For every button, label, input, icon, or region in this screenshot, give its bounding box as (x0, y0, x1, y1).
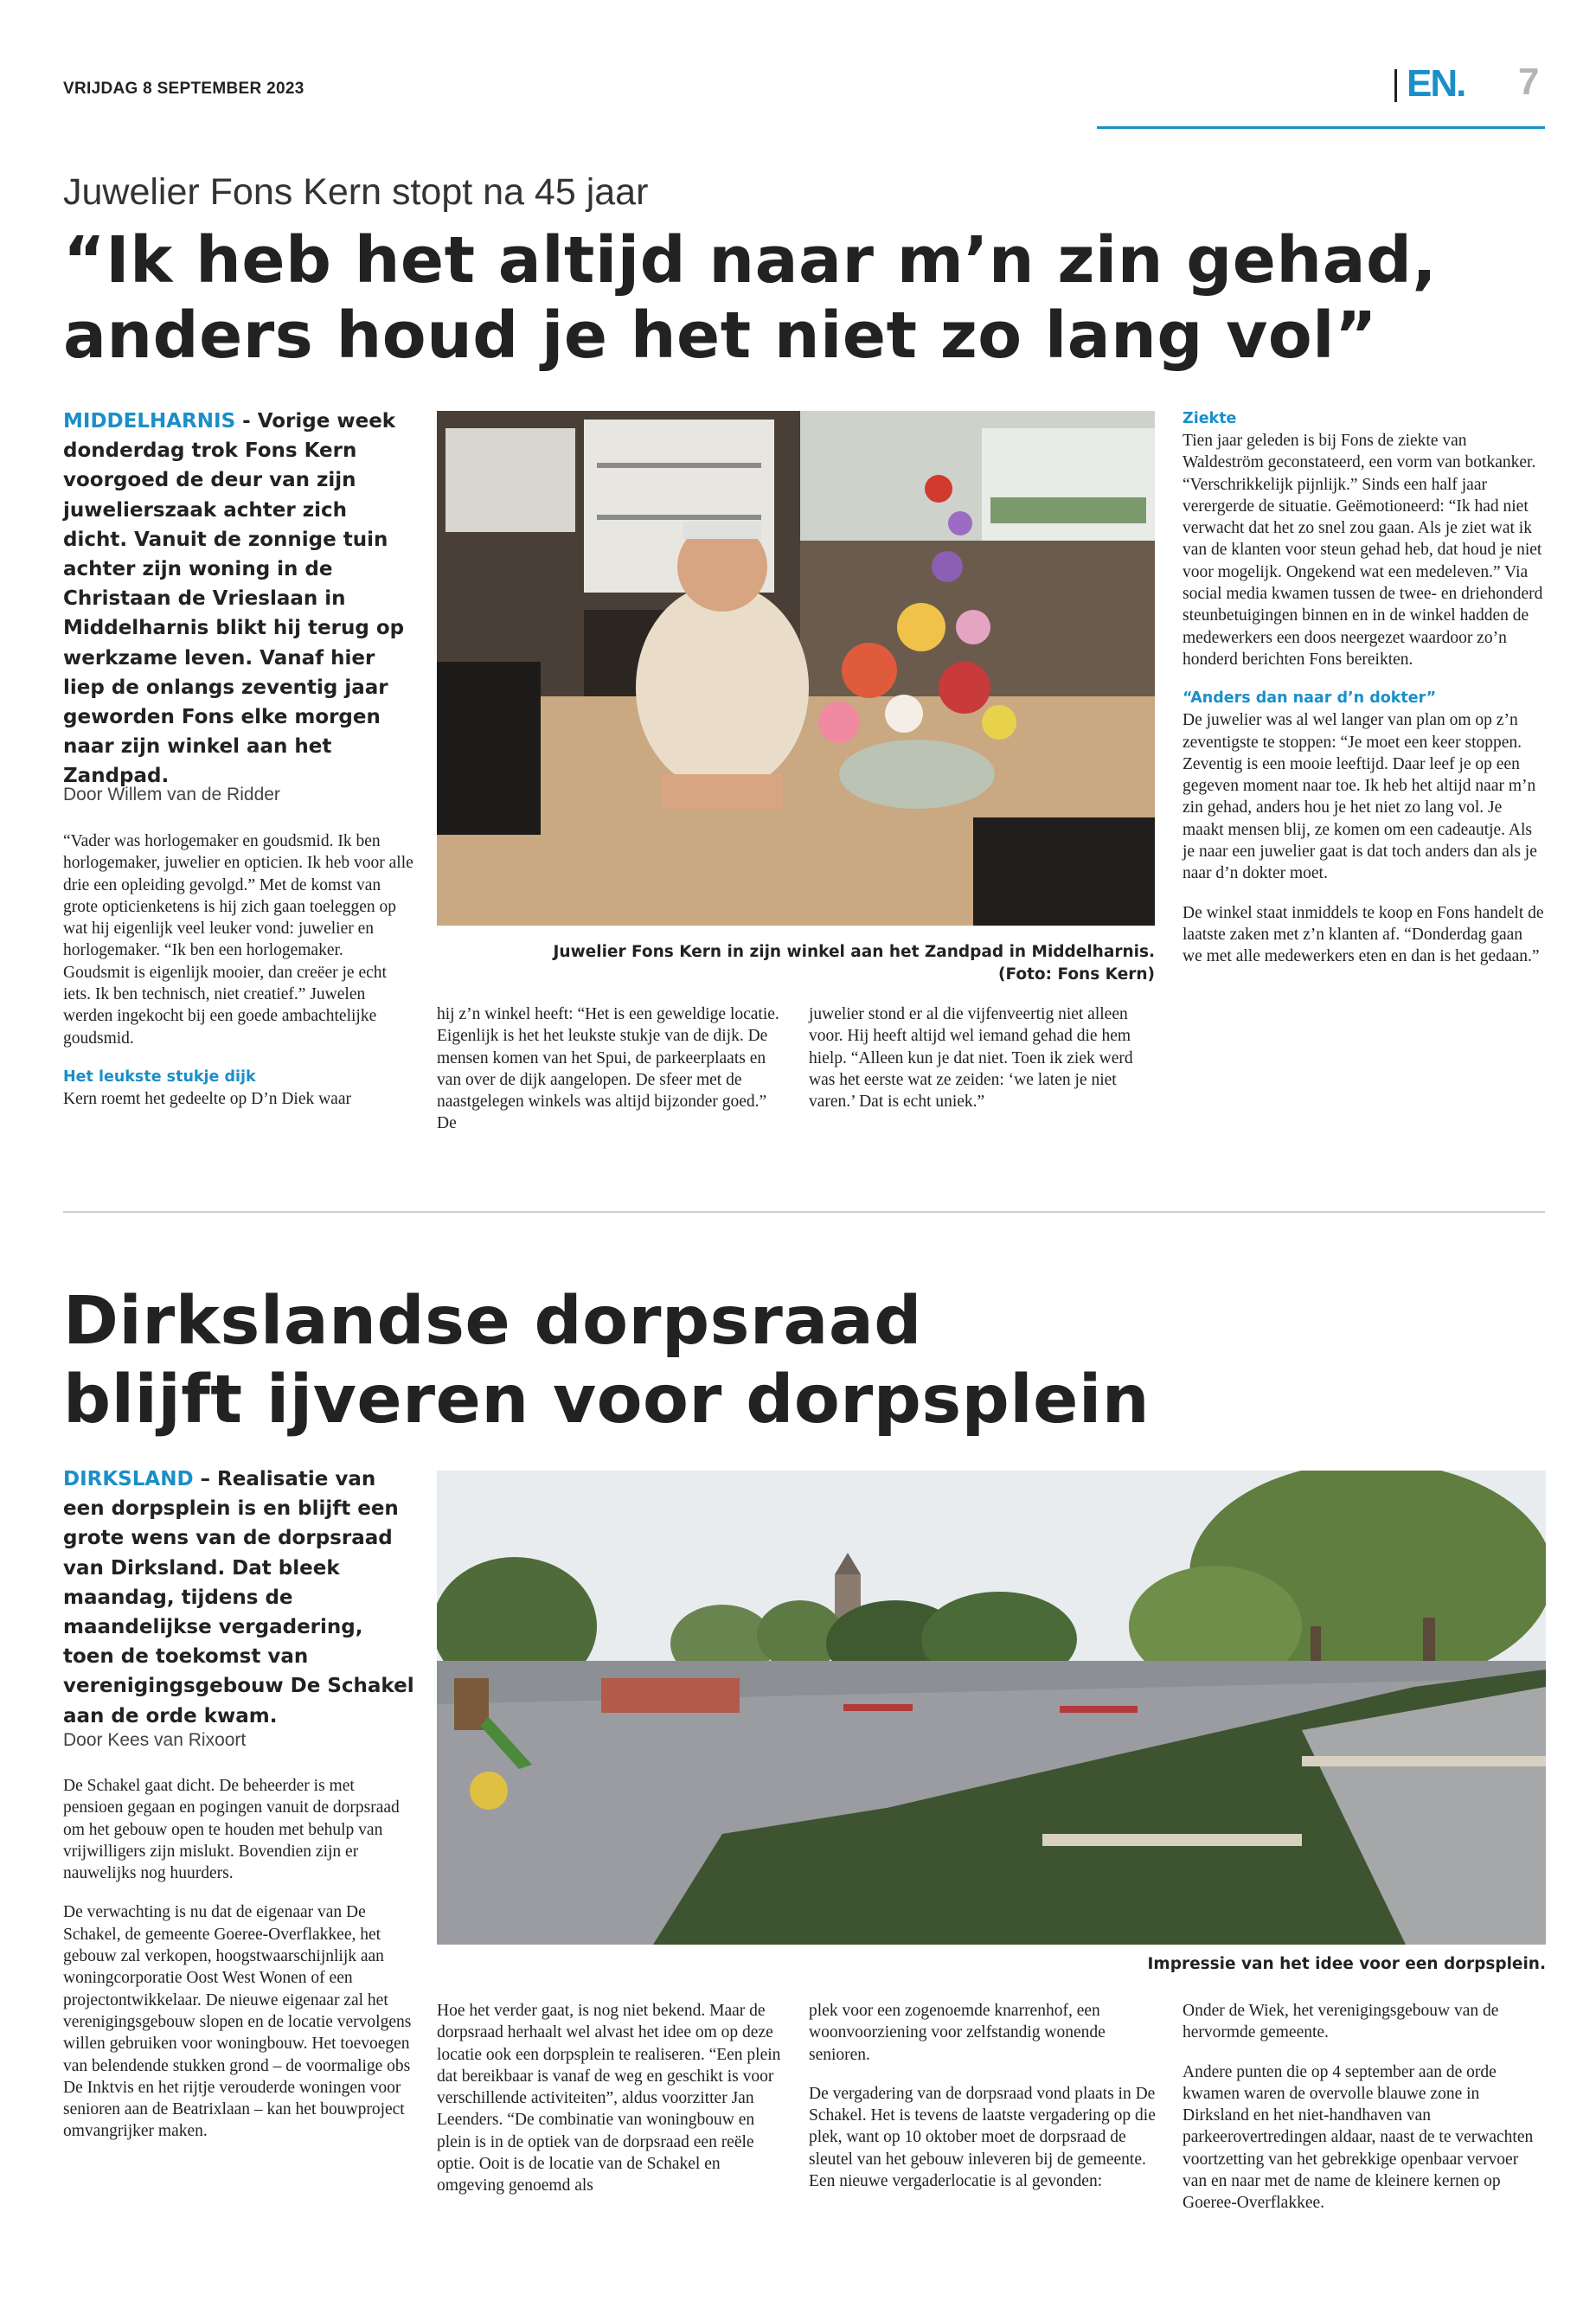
article1-col4-paragraph-3: De winkel staat inmiddels te koop en Fons handelt de laatste zaken met z’n klanten af. “Donderdag gaan we met alle medewerkers eten en dan is het gedaan.” (1183, 903, 1544, 966)
article1-headline-line1: “Ik heb het altijd naar m’n zin gehad, (63, 223, 1438, 298)
article2-col3-paragraph-1: plek voor een zogenoemde knarrenhof, een woonvoorziening voor zelfstandig wonende senioren. (809, 2002, 1106, 2064)
article2-photo-illustration (437, 1471, 1546, 1945)
article1-caption-line1: Juwelier Fons Kern in zijn winkel aan het Zandpad in Middelharnis. (553, 943, 1155, 961)
article1-lead-text: - Vorige week donderdag trok Fons Kern voorgoed de deur van zijn juwelierszaak achter zich dicht. Vanuit de zonnige tuin achter zijn woning in de Christaan de Vrieslaan in Middelharnis blikt hij terug op werkzame leven. Vanaf hier liep de onlangs zeventig jaar geworden Fons elke morgen naar zijn winkel aan het Zandpad. (63, 410, 405, 788)
article-divider (63, 1211, 1545, 1213)
article1-headline-line2: anders houd je het niet zo lang vol” (63, 298, 1378, 374)
article1-col2-paragraph: hij z’n winkel heeft: “Het is een geweldige locatie. Eigenlijk is het het leukste stukje van de dijk. De mensen komen van het Spui, de parkeerplaats en van over de dijk aangelopen. De sfeer met de naastgelegen winkels was altijd bijzonder goed.” De (437, 1005, 779, 1133)
article2-photo-caption: Impressie van het idee voor een dorpsplein. (1147, 1955, 1546, 1973)
article1-byline: Door Willem van de Ridder (63, 785, 280, 804)
article2-column-2 (437, 2000, 787, 2197)
article1-col4-paragraph-1: Tien jaar geleden is bij Fons de ziekte van Waldeström geconstateerd, een vorm van botkanker. “Verschrikkelijk pijnlijk.” Sinds een half jaar verergerde de situatie. Geëmotioneerd: “Ik had niet verwacht dat het zo snel zou gaan. Als je ziet wat ik van de klanten voor steun gehad heb, dat houd je niet voor mogelijk. Ongekend wat een medeleven.” Via social media kwamen tussen de twee- en driehonderd steunbetuigingen binnen en in de winkel hadden de medewerkers een doos neergezet waardoor zo’n honderd berichten Fons bereikten. (1183, 432, 1543, 669)
article2-col2-paragraph: Hoe het verder gaat, is nog niet bekend. Maar de dorpsraad herhaalt wel alvast het idee om op deze locatie ook een dorpsplein te realiseren. “Een plein dat bereikbaar is vanaf de weg en geschikt is voor verschillende activiteiten”, aldus voorzitter Jan Leenders. “De combinatie van woningbouw en plein is in de optiek van de dorpsraad een reële optie. Ooit is de locatie van de Schakel en omgeving genoemd als (437, 2002, 781, 2195)
page-number: 7 (1518, 61, 1540, 103)
article2-lead-place: DIRKSLAND (63, 1468, 194, 1490)
logo-divider (1394, 69, 1397, 102)
article1-lead-place: MIDDELHARNIS (63, 410, 236, 433)
article2-lead (63, 1465, 418, 1731)
article1-column-4 (1183, 408, 1546, 968)
article1-column-1 (63, 830, 413, 1110)
article1-column-3 (809, 1003, 1155, 1112)
article2-col1-paragraph-1: De Schakel gaat dicht. De beheerder is met pensioen gegaan en pogingen vanuit de dorpsraad om het gebouw open te houden met behulp van vrijwilligers zijn mislukt. Bovendien zijn er nauwelijks nog huurders. (63, 1777, 400, 1883)
article1-column-2 (437, 1003, 783, 1135)
article1-photo (437, 411, 1155, 926)
newspaper-logo[interactable]: EN. (1407, 62, 1465, 105)
article2-col1-paragraph-2: De verwachting is nu dat de eigenaar van De Schakel, de gemeente Goeree-Overflakkee, het gebouw zal verkopen, hoogstwaarschijnlijk aan woningcorporatie Oost West Wonen of een projectontwikkelaar. De nieuwe eigenaar zal het verenigingsgebouw slopen en de locatie vervolgens willen gebruiken voor woningbouw. Het toevoegen van belendende stukken grond – de voormalige obs De Inktvis en het rijtje verouderde woningen voor senioren aan de Beatrixlaan – kan het bouwproject omvangrijker maken. (63, 1903, 412, 2141)
article2-col4-paragraph-2: Andere punten die op 4 september aan de orde kwamen waren de overvolle blauwe zone in Dirksland en het niet-handhaven van parkeerovertredingen aldaar, naast de te verwachten voortzetting van het gebrekkige openbaar vervoer van en naar met de name de kleinere kernen op Goeree-Overflakkee. (1183, 2062, 1534, 2213)
article2-photo (437, 1471, 1546, 1945)
article1-col4-paragraph-2: De juwelier was al wel langer van plan om op z’n zeventigste te stoppen: “Je moet een keer stoppen. Zeventig is een mooie leeftijd. Daar leef je op een gegeven moment naar toe. Ik heb het altijd naar m’n zin gehad, anders hou je het niet zo lang vol. Je maakt mensen blij, ze komen om een cadeautje. Als je naar een juwelier gaat is dat toch anders dan als je naar d’n dokter moet. (1183, 711, 1537, 883)
article2-headline-line2: blijft ijveren voor dorpsplein (63, 1361, 1151, 1439)
issue-date: VRIJDAG 8 SEPTEMBER 2023 (63, 80, 304, 98)
article1-kicker: Juwelier Fons Kern stopt na 45 jaar (63, 171, 649, 213)
article2-column-3 (809, 2000, 1159, 2192)
article2-headline-line1: Dirkslandse dorpsraad (63, 1283, 922, 1360)
article1-subhead-ziekte: Ziekte (1183, 410, 1237, 427)
header-rule (1097, 126, 1545, 129)
article1-subhead-dokter: “Anders dan naar d’n dokter” (1183, 689, 1437, 708)
article2-col3-paragraph-2: De vergadering van de dorpsraad vond plaats in De Schakel. Het is tevens de laatste vergadering op die plek, want op 10 oktober moet de dorpsraad de sleutel van het gebouw inleveren bij de gemeente. Een nieuwe vergaderlocatie is al gevonden: (809, 2084, 1156, 2191)
article1-photo-caption (437, 941, 1155, 986)
article2-col4-paragraph-1: Onder de Wiek, het verenigingsgebouw van de hervormde gemeente. (1183, 2002, 1499, 2042)
article2-headline (63, 1283, 1534, 1440)
article1-lead (63, 407, 409, 792)
article1-col3-paragraph: juwelier stond er al die vijfenveertig niet alleen voor. Hij heeft altijd wel iemand gehad die hem hielp. “Alleen kun je dat niet. Toen ik ziek werd was het eerste wat ze zeiden: ‘we laten je niet varen.’ Dat is echt uniek.” (809, 1005, 1133, 1112)
article2-lead-text: – Realisatie van een dorpsplein is en blijft een grote wens van de dorpsraad van Dirksland. Dat bleek maandag, tijdens de maandelijkse vergadering, toen de toekomst van verenigingsgebouw De Schakel aan de orde kwam. (63, 1468, 414, 1727)
article1-caption-line2: (Foto: Fons Kern) (998, 965, 1155, 984)
article2-column-4 (1183, 2000, 1546, 2214)
article1-col1-paragraph: “Vader was horlogemaker en goudsmid. Ik ben horlogemaker, juwelier en opticien. Ik heb voor alle drie een opleiding gevolgd.” Met de komst van grote opticienketens is hij zich gaan toeleggen op wat hij eigenlijk veel leuker vond: juwelier en horlogemaker. “Ik ben een horlogemaker. Goudsmit is eigenlijk mooier, dan creëer je echt iets. Ik ben technisch, niet creatief.” Juwelen werden ingekocht bij een goede ambachtelijke goudsmid. (63, 832, 413, 1048)
article1-subhead-leukste-stukje: Het leukste stukje dijk (63, 1067, 256, 1086)
article1-col1-paragraph-2: Kern roemt het gedeelte op D’n Diek waar (63, 1089, 351, 1108)
article1-photo-illustration (437, 411, 1155, 926)
article2-byline: Door Kees van Rixoort (63, 1730, 247, 1750)
article1-headline (63, 223, 1534, 375)
article2-column-1 (63, 1775, 413, 2143)
